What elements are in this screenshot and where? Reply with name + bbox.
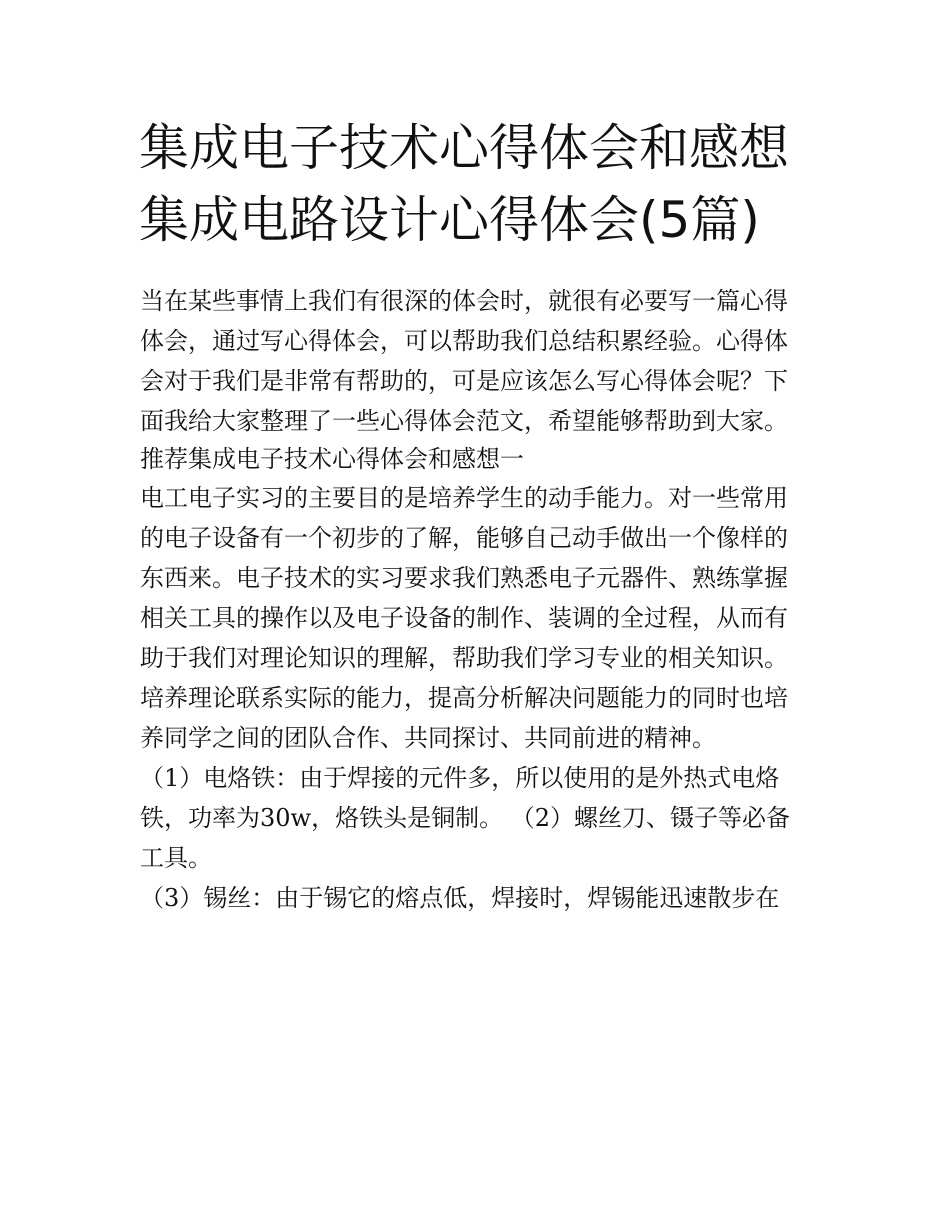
title-line-1: 集成电子技术心得体会和感想 bbox=[139, 119, 789, 177]
paragraph-line: 当在某些事情上我们有很深的体会时，就很有必要写一篇心得 bbox=[140, 287, 788, 315]
paragraph-line: 面我给大家整理了一些心得体会范文，希望能够帮助到大家。 bbox=[140, 407, 788, 435]
paragraph-line: 的电子设备有一个初步的了解，能够自己动手做出一个像样的 bbox=[140, 524, 788, 552]
paragraph-line: 东西来。电子技术的实习要求我们熟悉电子元器件、熟练掌握 bbox=[140, 564, 788, 592]
document-body bbox=[140, 281, 830, 918]
paragraph-line: 培养理论联系实际的能力，提高分析解决问题能力的同时也培 bbox=[140, 684, 788, 712]
document-title bbox=[139, 112, 829, 256]
paragraph-line: 会对于我们是非常有帮助的，可是应该怎么写心得体会呢？下 bbox=[140, 367, 788, 395]
paragraph-line: 相关工具的操作以及电子设备的制作、装调的全过程，从而有 bbox=[140, 604, 788, 632]
paragraph-line: 体会，通过写心得体会，可以帮助我们总结积累经验。心得体 bbox=[140, 327, 788, 355]
list-item-line: 工具。 bbox=[140, 844, 212, 872]
paragraph-line: 电工电子实习的主要目的是培养学生的动手能力。对一些常用 bbox=[140, 484, 788, 512]
paragraph-line: 助于我们对理论知识的理解，帮助我们学习专业的相关知识。 bbox=[140, 644, 788, 672]
title-line-2: 集成电路设计心得体会(5篇) bbox=[139, 191, 760, 249]
list-item-line: 铁，功率为30w，烙铁头是铜制。 （2）螺丝刀、镊子等必备 bbox=[140, 804, 790, 832]
section-heading: 推荐集成电子技术心得体会和感想一 bbox=[140, 445, 524, 473]
paragraph-line: 养同学之间的团队合作、共同探讨、共同前进的精神。 bbox=[140, 724, 716, 752]
list-item-line: （1）电烙铁：由于焊接的元件多，所以使用的是外热式电烙 bbox=[140, 764, 780, 792]
list-item-line: （3）锡丝：由于锡它的熔点低，焊接时，焊锡能迅速散步在 bbox=[140, 884, 780, 912]
